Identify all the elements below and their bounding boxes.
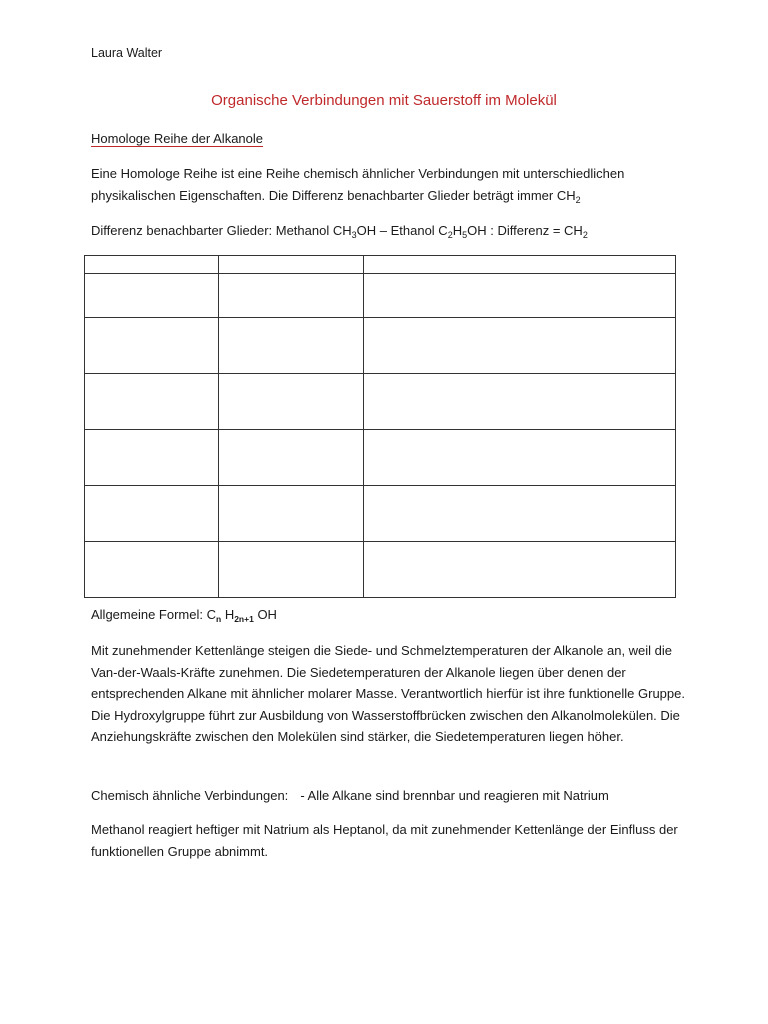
intro-paragraph — [91, 163, 691, 206]
boiling-point-paragraph: Mit zunehmender Kettenlänge steigen die Siede- und Schmelztemperaturen der Alkanole an, weil die Van-der-Waals-Kräfte zunehmen. Die Siedetemperaturen der Alkanole liegen über denen der entsprechenden Alkane mit ähnlicher molarer Masse. Verantwortlich hierfür ist ihre funktionelle Gruppe. Die Hydroxylgruppe führt zur Ausbildung von Wasserstoffbrücken zwischen den Alkanolmolekülen. Die Anziehungskräfte zwischen den Molekülen sind stärker, die Siedetemperaturen liegen höher. — [91, 643, 685, 744]
chemical-text: - Alle Alkane sind brennbar und reagieren mit Natrium — [300, 788, 609, 803]
difference-mid-2: H — [452, 223, 463, 238]
table-row — [85, 486, 676, 542]
chemical-label: Chemisch ähnliche Verbindungen: — [91, 788, 289, 803]
formula-end: OH — [253, 607, 277, 622]
difference-sub-3: 5 — [462, 230, 468, 240]
table-cell — [219, 430, 364, 486]
table-cell — [219, 274, 364, 318]
table-cell — [219, 256, 364, 274]
table-header-row — [85, 256, 676, 274]
table-cell — [85, 374, 219, 430]
table-row — [85, 430, 676, 486]
table-cell — [85, 430, 219, 486]
formula-label: Allgemeine Formel: C — [91, 607, 216, 622]
table-cell — [219, 318, 364, 374]
table-cell — [219, 374, 364, 430]
table-cell — [364, 374, 676, 430]
table-cell — [85, 256, 219, 274]
difference-mid-3: OH : Differenz = CH — [467, 223, 583, 238]
intro-subscript: 2 — [575, 194, 581, 205]
closing-paragraph: Methanol reagiert heftiger mit Natrium als Heptanol, da mit zunehmender Kettenlänge der Einfluss der funktionellen Gruppe abnimmt. — [91, 822, 678, 859]
difference-mid-1: OH – Ethanol C — [356, 223, 448, 238]
formula-sub-n: n — [216, 614, 222, 624]
table-row — [85, 318, 676, 374]
chemical-similarity-line — [91, 785, 691, 807]
table-row — [85, 542, 676, 598]
difference-line — [91, 220, 691, 242]
table-cell — [219, 486, 364, 542]
table-cell — [364, 486, 676, 542]
author-name: Laura Walter — [91, 46, 163, 60]
table-cell — [364, 542, 676, 598]
table-cell — [364, 274, 676, 318]
intro-text: Eine Homologe Reihe ist eine Reihe chemisch ähnlicher Verbindungen mit unterschiedlichen physikalischen Eigenschaften. Die Differenz benachbarter Glieder beträgt immer CH — [91, 166, 625, 203]
table-cell — [85, 318, 219, 374]
table-row — [85, 274, 676, 318]
table-cell — [85, 486, 219, 542]
table-cell — [85, 274, 219, 318]
table-cell — [364, 430, 676, 486]
table-row — [85, 374, 676, 430]
difference-sub-2: 2 — [447, 230, 453, 240]
document-title: Organische Verbindungen mit Sauerstoff im Molekül — [211, 92, 557, 109]
difference-sub-1: 3 — [351, 230, 357, 240]
section-heading: Homologe Reihe der Alkanole — [91, 131, 263, 146]
table-cell — [85, 542, 219, 598]
general-formula — [91, 607, 277, 622]
table-cell — [219, 542, 364, 598]
difference-sub-4: 2 — [582, 230, 588, 240]
table-cell — [364, 318, 676, 374]
formula-mid: H — [221, 607, 235, 622]
formula-sub-2n1: 2n+1 — [234, 614, 254, 624]
alkanol-table — [84, 255, 676, 598]
difference-prefix: Differenz benachbarter Glieder: Methanol CH — [91, 223, 352, 238]
table-cell — [364, 256, 676, 274]
